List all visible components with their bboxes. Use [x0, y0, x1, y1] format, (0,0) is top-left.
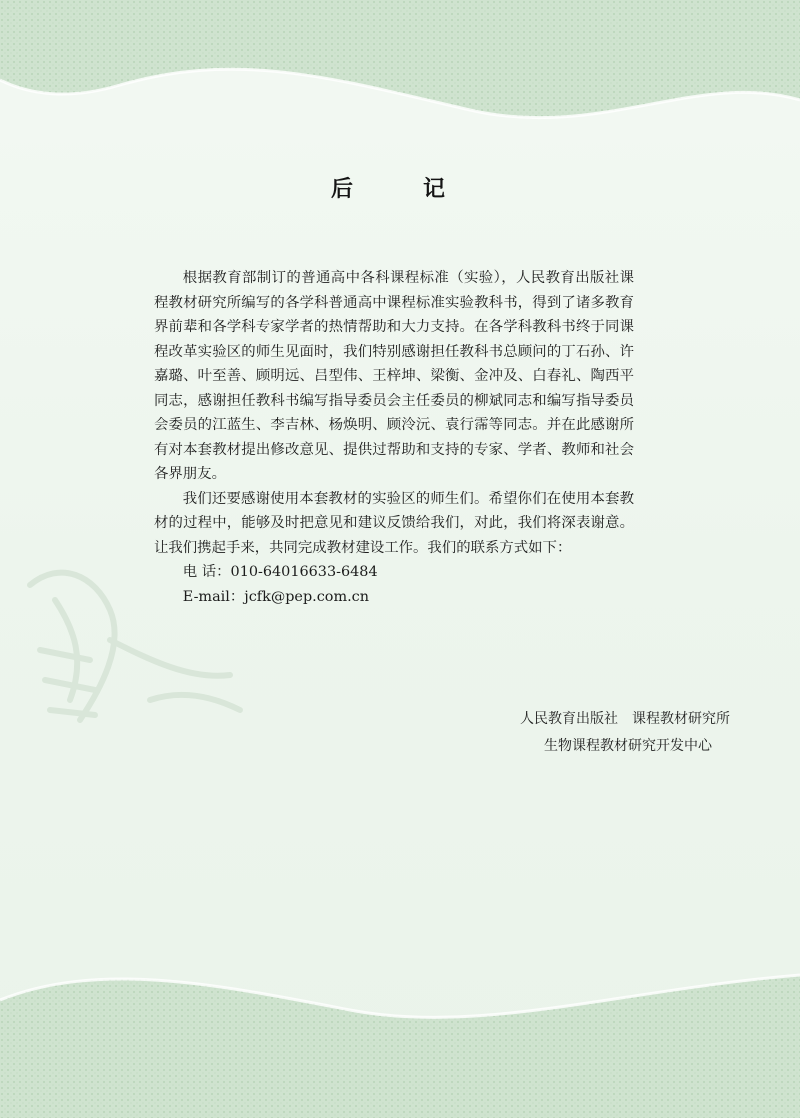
signature-center: 生物课程教材研究开发中心 [544, 738, 712, 754]
contact-phone: 电 话：010-64016633-6484 [182, 564, 378, 580]
contact-email: E-mail：jcfk@pep.com.cn [182, 588, 369, 605]
signature-block [430, 706, 730, 760]
page-title: 后 记 [330, 177, 469, 202]
signature-publisher: 人民教育出版社 课程教材研究所 [520, 711, 730, 727]
paragraph-acknowledgement: 根据教育部制订的普通高中各科课程标准（实验），人民教育出版社课程教材研究所编写的各学科普通高中课程标准实验教科书，得到了诸多教育界前辈和各学科专家学者的热情帮助和大力支持。在各学科教科书终于同课程改革实验区的师生见面时，我们特别感谢担任教科书总顾问的丁石孙、许嘉璐、叶至善、顾明远、吕型伟、王梓坤、梁衡、金冲及、白春礼、陶西平同志，感谢担任教科书编写指导委员会主任委员的柳斌同志和编写指导委员会委员的江蓝生、李吉林、杨焕明、顾泠沅、袁行霈等同志。并在此感谢所有对本套教材提出修改意见、提供过帮助和支持的专家、学者、教师和社会各界朋友。 [154, 270, 634, 482]
body-text [154, 266, 634, 609]
paragraph-feedback: 我们还要感谢使用本套教材的实验区的师生们。希望你们在使用本套教材的过程中，能够及时把意见和建议反馈给我们，对此，我们将深表谢意。让我们携起手来，共同完成教材建设工作。我们的联系方式如下： [154, 490, 634, 556]
